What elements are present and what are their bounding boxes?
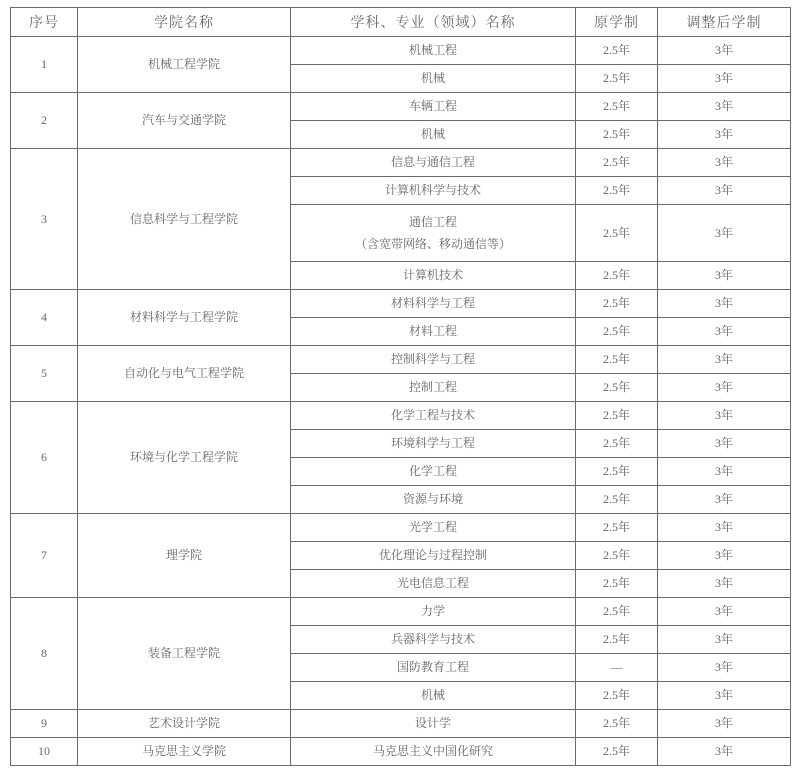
major-cell [291, 682, 576, 710]
major-name: 马克思主义中国化研究 [372, 744, 493, 758]
major-cell [291, 262, 576, 290]
index-cell: 7 [11, 514, 78, 598]
original-duration-cell: 2.5年 [576, 121, 658, 149]
original-duration-cell: 2.5年 [576, 205, 658, 262]
major-cell [291, 542, 576, 570]
adjusted-duration-cell: 3年 [658, 654, 791, 682]
major-cell [291, 290, 576, 318]
major-cell [291, 149, 576, 177]
major-name: 机械 [420, 127, 445, 141]
major-cell [291, 430, 576, 458]
original-duration-cell: 2.5年 [576, 626, 658, 654]
college-cell: 理学院 [78, 514, 291, 598]
major-cell [291, 65, 576, 93]
index-cell: 9 [11, 710, 78, 738]
major-name: 环境科学与工程 [390, 436, 475, 450]
major-cell [291, 710, 576, 738]
major-cell [291, 486, 576, 514]
major-name: 材料科学与工程 [390, 296, 475, 310]
adjusted-duration-cell: 3年 [658, 93, 791, 121]
original-duration-cell: 2.5年 [576, 570, 658, 598]
adjusted-duration-cell: 3年 [658, 177, 791, 205]
adjusted-duration-cell: 3年 [658, 65, 791, 93]
major-name: 车辆工程 [408, 99, 457, 113]
original-duration-cell: 2.5年 [576, 177, 658, 205]
index-cell: 6 [11, 402, 78, 514]
adjusted-duration-cell: 3年 [658, 738, 791, 766]
major-cell [291, 205, 576, 262]
major-name: 光学工程 [408, 520, 457, 534]
college-cell: 装备工程学院 [78, 598, 291, 710]
major-name: 国防教育工程 [396, 660, 469, 674]
adjusted-duration-cell: 3年 [658, 262, 791, 290]
original-duration-cell: 2.5年 [576, 262, 658, 290]
header-major: 学科、专业（领域）名称 [291, 8, 576, 37]
adjusted-duration-cell: 3年 [658, 570, 791, 598]
original-duration-cell: 2.5年 [576, 318, 658, 346]
original-duration-cell: 2.5年 [576, 486, 658, 514]
major-cell [291, 514, 576, 542]
original-duration-cell: 2.5年 [576, 374, 658, 402]
original-duration-cell: 2.5年 [576, 598, 658, 626]
adjusted-duration-cell: 3年 [658, 149, 791, 177]
table-row [11, 93, 791, 121]
college-cell: 自动化与电气工程学院 [78, 346, 291, 402]
original-duration-cell: 2.5年 [576, 93, 658, 121]
original-duration-cell: 2.5年 [576, 738, 658, 766]
table-row [11, 710, 791, 738]
adjusted-duration-cell: 3年 [658, 121, 791, 149]
index-cell: 1 [11, 37, 78, 93]
adjusted-duration-cell: 3年 [658, 710, 791, 738]
schedule-table [10, 7, 791, 766]
major-cell [291, 598, 576, 626]
college-cell: 马克思主义学院 [78, 738, 291, 766]
major-name: 优化理论与过程控制 [378, 548, 487, 562]
original-duration-cell: 2.5年 [576, 458, 658, 486]
original-duration-cell: 2.5年 [576, 682, 658, 710]
major-name: 机械 [420, 688, 445, 702]
major-cell [291, 374, 576, 402]
index-cell: 3 [11, 149, 78, 290]
adjusted-duration-cell: 3年 [658, 486, 791, 514]
original-duration-cell: — [576, 654, 658, 682]
major-cell [291, 626, 576, 654]
adjusted-duration-cell: 3年 [658, 402, 791, 430]
adjusted-duration-cell: 3年 [658, 318, 791, 346]
major-cell [291, 402, 576, 430]
original-duration-cell: 2.5年 [576, 710, 658, 738]
major-cell [291, 738, 576, 766]
original-duration-cell: 2.5年 [576, 430, 658, 458]
adjusted-duration-cell: 3年 [658, 514, 791, 542]
adjusted-duration-cell: 3年 [658, 37, 791, 65]
index-cell: 10 [11, 738, 78, 766]
major-name: 光电信息工程 [396, 576, 469, 590]
table-row [11, 738, 791, 766]
table-row [11, 402, 791, 430]
table-row [11, 290, 791, 318]
college-cell: 材料科学与工程学院 [78, 290, 291, 346]
major-cell [291, 346, 576, 374]
major-note: （含宽带网络、移动通信等） [354, 236, 511, 251]
original-duration-cell: 2.5年 [576, 402, 658, 430]
major-name: 信息与通信工程 [390, 155, 475, 169]
original-duration-cell: 2.5年 [576, 542, 658, 570]
index-cell: 8 [11, 598, 78, 710]
index-cell: 2 [11, 93, 78, 149]
major-name: 兵器科学与技术 [390, 632, 475, 646]
adjusted-duration-cell: 3年 [658, 626, 791, 654]
college-cell: 艺术设计学院 [78, 710, 291, 738]
college-cell: 信息科学与工程学院 [78, 149, 291, 290]
original-duration-cell: 2.5年 [576, 149, 658, 177]
major-name: 计算机技术 [402, 268, 463, 282]
index-cell: 4 [11, 290, 78, 346]
table-row [11, 37, 791, 65]
adjusted-duration-cell: 3年 [658, 205, 791, 262]
major-name: 计算机科学与技术 [384, 183, 481, 197]
major-cell [291, 570, 576, 598]
index-cell: 5 [11, 346, 78, 402]
college-cell: 环境与化学工程学院 [78, 402, 291, 514]
header-original-duration: 原学制 [576, 8, 658, 37]
table-row [11, 346, 791, 374]
major-cell [291, 93, 576, 121]
major-cell [291, 177, 576, 205]
adjusted-duration-cell: 3年 [658, 290, 791, 318]
major-name: 材料工程 [408, 324, 457, 338]
major-name: 机械工程 [408, 43, 457, 57]
major-name: 化学工程 [408, 464, 457, 478]
adjusted-duration-cell: 3年 [658, 598, 791, 626]
original-duration-cell: 2.5年 [576, 514, 658, 542]
major-name: 控制科学与工程 [390, 352, 475, 366]
header-no: 序号 [11, 8, 78, 37]
adjusted-duration-cell: 3年 [658, 682, 791, 710]
header-adjusted-duration: 调整后学制 [658, 8, 791, 37]
original-duration-cell: 2.5年 [576, 290, 658, 318]
major-cell [291, 121, 576, 149]
major-cell [291, 458, 576, 486]
college-cell: 汽车与交通学院 [78, 93, 291, 149]
major-name: 设计学 [414, 716, 451, 730]
original-duration-cell: 2.5年 [576, 37, 658, 65]
table-row [11, 149, 791, 177]
major-cell [291, 318, 576, 346]
adjusted-duration-cell: 3年 [658, 458, 791, 486]
original-duration-cell: 2.5年 [576, 346, 658, 374]
major-name: 资源与环境 [402, 492, 463, 506]
adjusted-duration-cell: 3年 [658, 430, 791, 458]
table-row [11, 514, 791, 542]
table-row [11, 598, 791, 626]
table-header [11, 8, 791, 37]
adjusted-duration-cell: 3年 [658, 542, 791, 570]
adjusted-duration-cell: 3年 [658, 374, 791, 402]
major-name: 化学工程与技术 [390, 408, 475, 422]
table-body [11, 37, 791, 766]
college-cell: 机械工程学院 [78, 37, 291, 93]
major-cell [291, 654, 576, 682]
major-name: 通信工程 [408, 214, 457, 229]
major-name: 力学 [420, 604, 445, 618]
original-duration-cell: 2.5年 [576, 65, 658, 93]
header-row [11, 8, 791, 37]
adjusted-duration-cell: 3年 [658, 346, 791, 374]
major-name: 机械 [420, 71, 445, 85]
major-cell [291, 37, 576, 65]
header-college: 学院名称 [78, 8, 291, 37]
major-name: 控制工程 [408, 380, 457, 394]
